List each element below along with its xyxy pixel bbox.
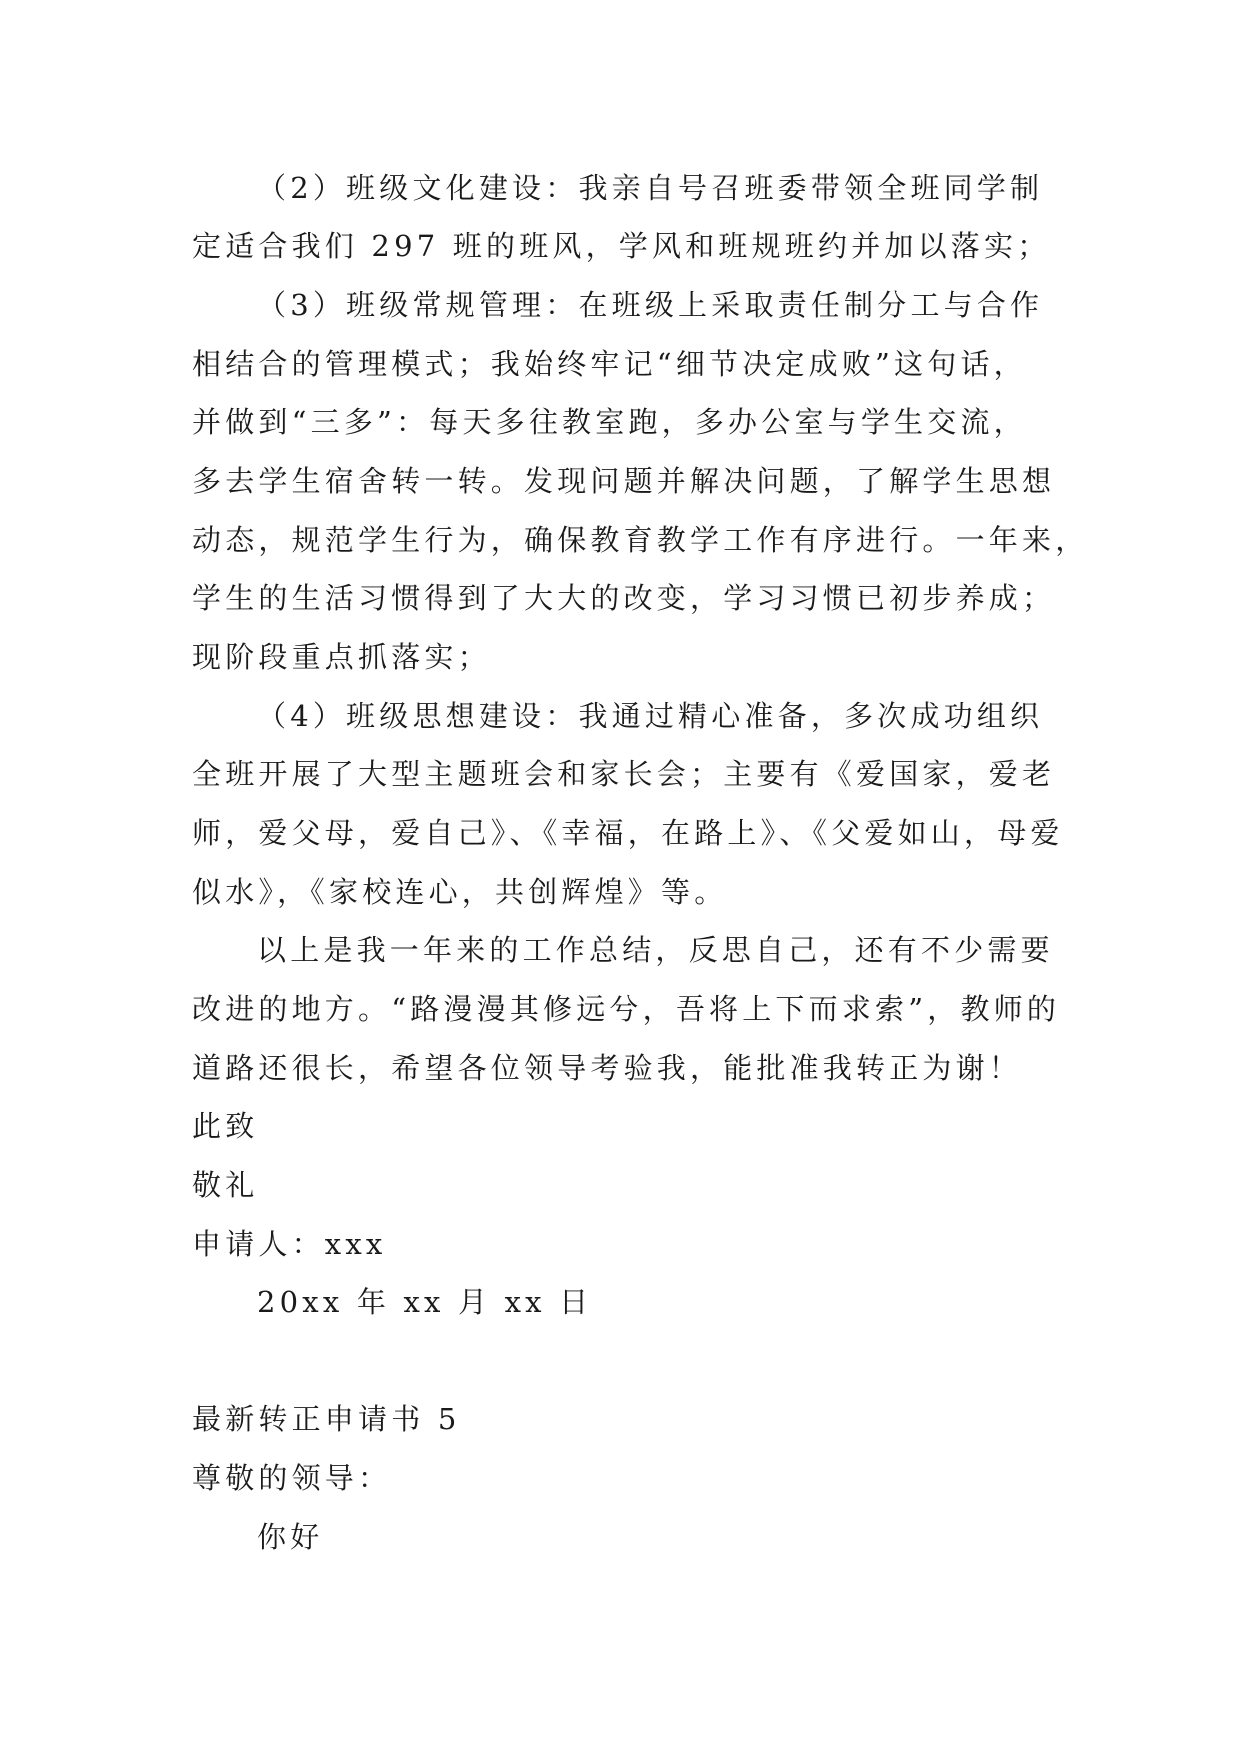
closing-regards: 敬礼 [192,1168,259,1202]
applicant-signature: 申请人：xxx [192,1227,387,1261]
paragraph-line: 学生的生活习惯得到了大大的改变，学习习惯已初步养成； [192,581,1056,615]
paragraph-line: （2）班级文化建设：我亲自号召班委带领全班同学制 [257,171,1044,205]
greeting-recipient: 尊敬的领导： [192,1461,392,1495]
paragraph-line: 以上是我一年来的工作总结，反思自己，还有不少需要 [257,933,1054,967]
section-title: 最新转正申请书 5 [192,1402,461,1436]
paragraph-line: 似水》，《家校连心，共创辉煌》等。 [192,875,728,909]
application-date: 20xx 年 xx 月 xx 日 [257,1285,593,1319]
paragraph-line: （3）班级常规管理：在班级上采取责任制分工与合作 [257,288,1044,322]
paragraph-line: 动态，规范学生行为，确保教育教学工作有序进行。一年来， [192,523,1089,557]
greeting-hello: 你好 [257,1520,324,1554]
paragraph-line: 并做到“三多”：每天多往教室跑，多办公室与学生交流， [192,405,1027,439]
paragraph-line: （4）班级思想建设：我通过精心准备，多次成功组织 [257,699,1044,733]
paragraph-line: 相结合的管理模式；我始终牢记“细节决定成败”这句话， [192,347,1027,381]
paragraph-line: 师，爱父母，爱自己》、《幸福，在路上》、《父爱如山，母爱 [192,816,1064,850]
closing-salutation: 此致 [192,1109,259,1143]
paragraph-line: 现阶段重点抓落实； [192,640,491,674]
paragraph-line: 改进的地方。“路漫漫其修远兮，吾将上下而求索”，教师的 [192,992,1061,1026]
paragraph-line: 道路还很长，希望各位领导考验我，能批准我转正为谢！ [192,1051,1023,1085]
paragraph-line: 全班开展了大型主题班会和家长会；主要有《爱国家，爱老 [192,757,1056,791]
paragraph-line: 定适合我们 297 班的班风，学风和班规班约并加以落实； [192,229,1051,263]
paragraph-line: 多去学生宿舍转一转。发现问题并解决问题，了解学生思想 [192,464,1056,498]
